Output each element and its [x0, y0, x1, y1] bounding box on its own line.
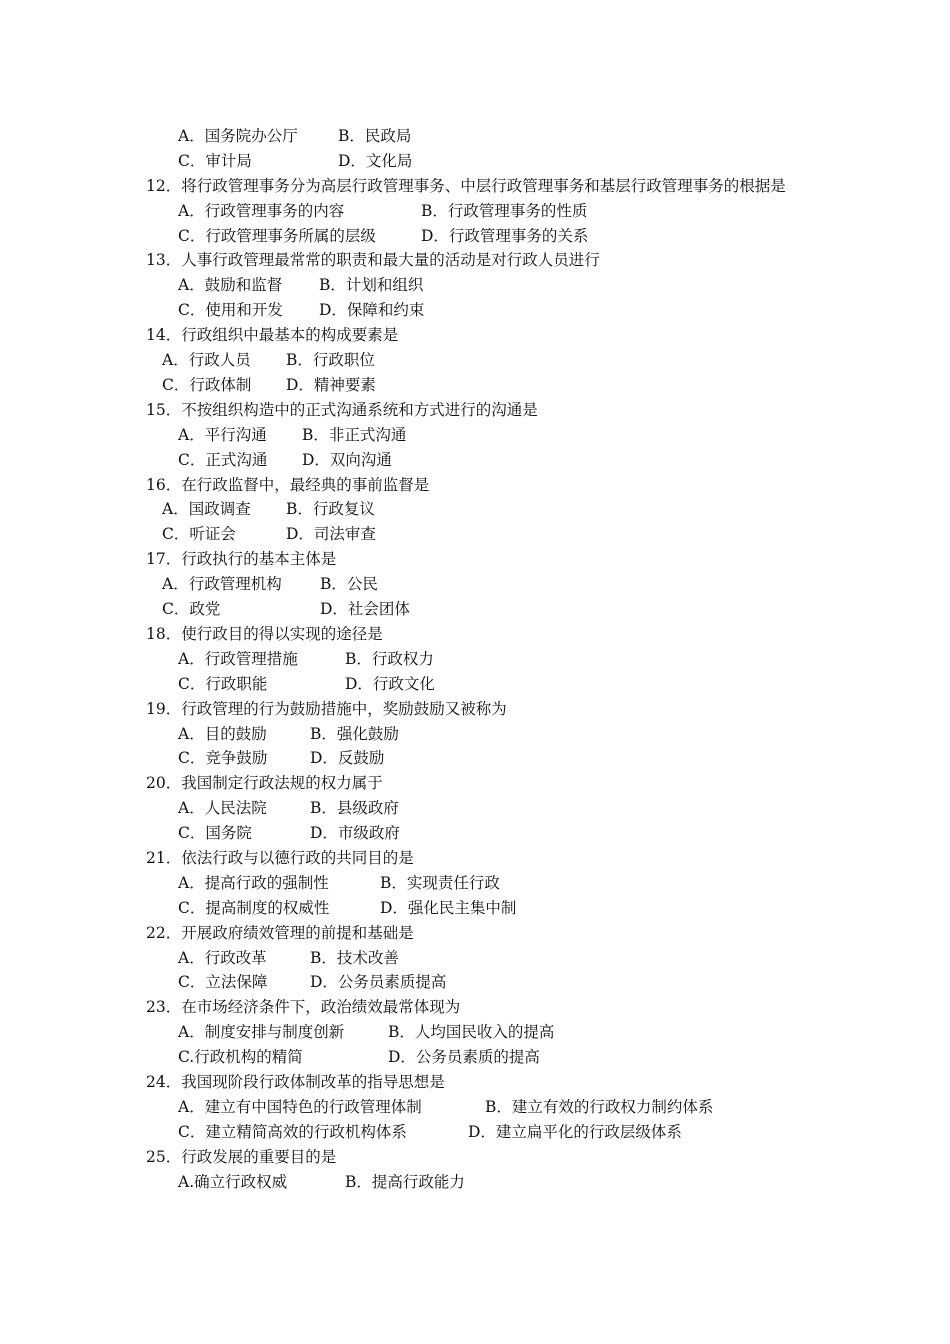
option-text: D．文化局	[338, 151, 413, 170]
option-text: C．国务院	[178, 824, 252, 843]
option-row	[146, 946, 826, 971]
option-text: D．精神要素	[286, 375, 376, 394]
question-stem: 20．我国制定行政法规的权力属于	[146, 774, 383, 793]
option-row	[146, 273, 826, 298]
option-text: B．技术改善	[310, 948, 399, 967]
option-row	[146, 970, 826, 995]
option-text: A．建立有中国特色的行政管理体制	[178, 1097, 422, 1116]
option-text: B．非正式沟通	[302, 425, 407, 444]
option-text: B．公民	[320, 575, 378, 594]
option-text: B．行政复议	[286, 500, 375, 519]
option-row	[146, 124, 826, 149]
option-text: B．行政职位	[286, 351, 375, 370]
option-row	[146, 796, 826, 821]
option-row	[146, 821, 826, 846]
option-text: D．双向沟通	[302, 450, 392, 469]
option-row	[146, 1170, 826, 1195]
question-stem: 25．行政发展的重要目的是	[146, 1147, 337, 1166]
option-text: C．使用和开发	[178, 301, 283, 320]
option-row	[146, 672, 826, 697]
option-text: C．建立精简高效的行政机构体系	[178, 1122, 407, 1141]
option-text: B．强化鼓励	[310, 724, 399, 743]
option-row	[146, 871, 826, 896]
option-row	[146, 522, 826, 547]
option-text: D．行政管理事务的关系	[421, 226, 589, 245]
option-text: B．人均国民收入的提高	[388, 1023, 555, 1042]
option-text: A．行政人员	[162, 351, 251, 370]
option-text: A．提高行政的强制性	[178, 873, 329, 892]
question-stem: 21．依法行政与以德行政的共同目的是	[146, 848, 414, 867]
option-row	[146, 199, 826, 224]
option-text: A．鼓励和监督	[178, 276, 283, 295]
option-text: C．行政职能	[178, 674, 268, 693]
question-stem: 19．行政管理的行为鼓励措施中，奖励鼓励又被称为	[146, 699, 507, 718]
option-text: D．反鼓励	[310, 749, 385, 768]
option-text: D．市级政府	[310, 824, 400, 843]
option-text: D．社会团体	[320, 600, 410, 619]
option-row	[146, 497, 826, 522]
option-text: A．行政改革	[178, 948, 267, 967]
option-text: A．行政管理措施	[178, 649, 298, 668]
option-text: D．司法审查	[286, 525, 376, 544]
option-text: A．目的鼓励	[178, 724, 267, 743]
option-text: B．行政权力	[345, 649, 434, 668]
option-text: B．实现责任行政	[380, 873, 500, 892]
option-row	[146, 149, 826, 174]
option-text: B．建立有效的行政权力制约体系	[485, 1097, 714, 1116]
question-stem: 16．在行政监督中，最经典的事前监督是	[146, 475, 430, 494]
option-text: D．公务员素质提高	[310, 973, 447, 992]
question-stem: 12．将行政管理事务分为高层行政管理事务、中层行政管理事务和基层行政管理事务的根据是	[146, 176, 786, 195]
question-stem: 15．不按组织构造中的正式沟通系统和方式进行的沟通是	[146, 400, 538, 419]
option-row	[146, 597, 826, 622]
option-row	[146, 373, 826, 398]
question-stem: 14．行政组织中最基本的构成要素是	[146, 326, 399, 345]
option-text: D．公务员素质的提高	[388, 1048, 540, 1067]
option-text: D．建立扁平化的行政层级体系	[468, 1122, 682, 1141]
option-row	[146, 1120, 826, 1145]
option-text: C．竞争鼓励	[178, 749, 268, 768]
option-text: C．政党	[162, 600, 221, 619]
option-row	[146, 224, 826, 249]
option-text: A．人民法院	[178, 799, 267, 818]
question-list	[146, 124, 826, 1195]
question-stem: 18．使行政目的得以实现的途径是	[146, 624, 383, 643]
option-row	[146, 572, 826, 597]
option-text: A．制度安排与制度创新	[178, 1023, 345, 1042]
option-row	[146, 1095, 826, 1120]
option-text: A.确立行政权威	[178, 1172, 288, 1191]
option-row	[146, 1045, 826, 1070]
option-text: B．民政局	[338, 127, 412, 145]
option-row	[146, 348, 826, 373]
option-row	[146, 746, 826, 771]
option-row	[146, 647, 826, 672]
option-text: B．提高行政能力	[345, 1172, 465, 1191]
option-text: C.行政机构的精简	[178, 1048, 303, 1067]
option-text: B．计划和组织	[319, 276, 424, 295]
option-row	[146, 298, 826, 323]
question-stem: 23．在市场经济条件下，政治绩效最常体现为	[146, 998, 461, 1017]
option-text: A．行政管理事务的内容	[178, 201, 345, 220]
option-text: C．审计局	[178, 151, 252, 170]
option-row	[146, 1020, 826, 1045]
option-text: A．平行沟通	[178, 425, 267, 444]
option-text: A．国务院办公厅	[178, 127, 298, 145]
option-text: B．县级政府	[310, 799, 399, 818]
option-text: C．行政管理事务所属的层级	[178, 226, 376, 245]
option-row	[146, 722, 826, 747]
option-text: C．正式沟通	[178, 450, 268, 469]
option-text: A．行政管理机构	[162, 575, 282, 594]
question-stem: 24．我国现阶段行政体制改革的指导思想是	[146, 1073, 445, 1092]
option-text: D．强化民主集中制	[380, 898, 517, 917]
option-row	[146, 896, 826, 921]
option-text: D．行政文化	[345, 674, 435, 693]
option-text: C．行政体制	[162, 375, 252, 394]
option-text: C．立法保障	[178, 973, 268, 992]
option-text: A．国政调查	[162, 500, 251, 519]
option-text: B．行政管理事务的性质	[421, 201, 588, 220]
option-text: C．提高制度的权威性	[178, 898, 330, 917]
question-stem: 17．行政执行的基本主体是	[146, 550, 337, 569]
option-text: C．听证会	[162, 525, 236, 544]
option-row	[146, 448, 826, 473]
question-stem: 22．开展政府绩效管理的前提和基础是	[146, 923, 414, 942]
option-text: D．保障和约束	[319, 301, 425, 320]
question-stem: 13．人事行政管理最常常的职责和最大量的活动是对行政人员进行	[146, 251, 600, 270]
option-row	[146, 423, 826, 448]
